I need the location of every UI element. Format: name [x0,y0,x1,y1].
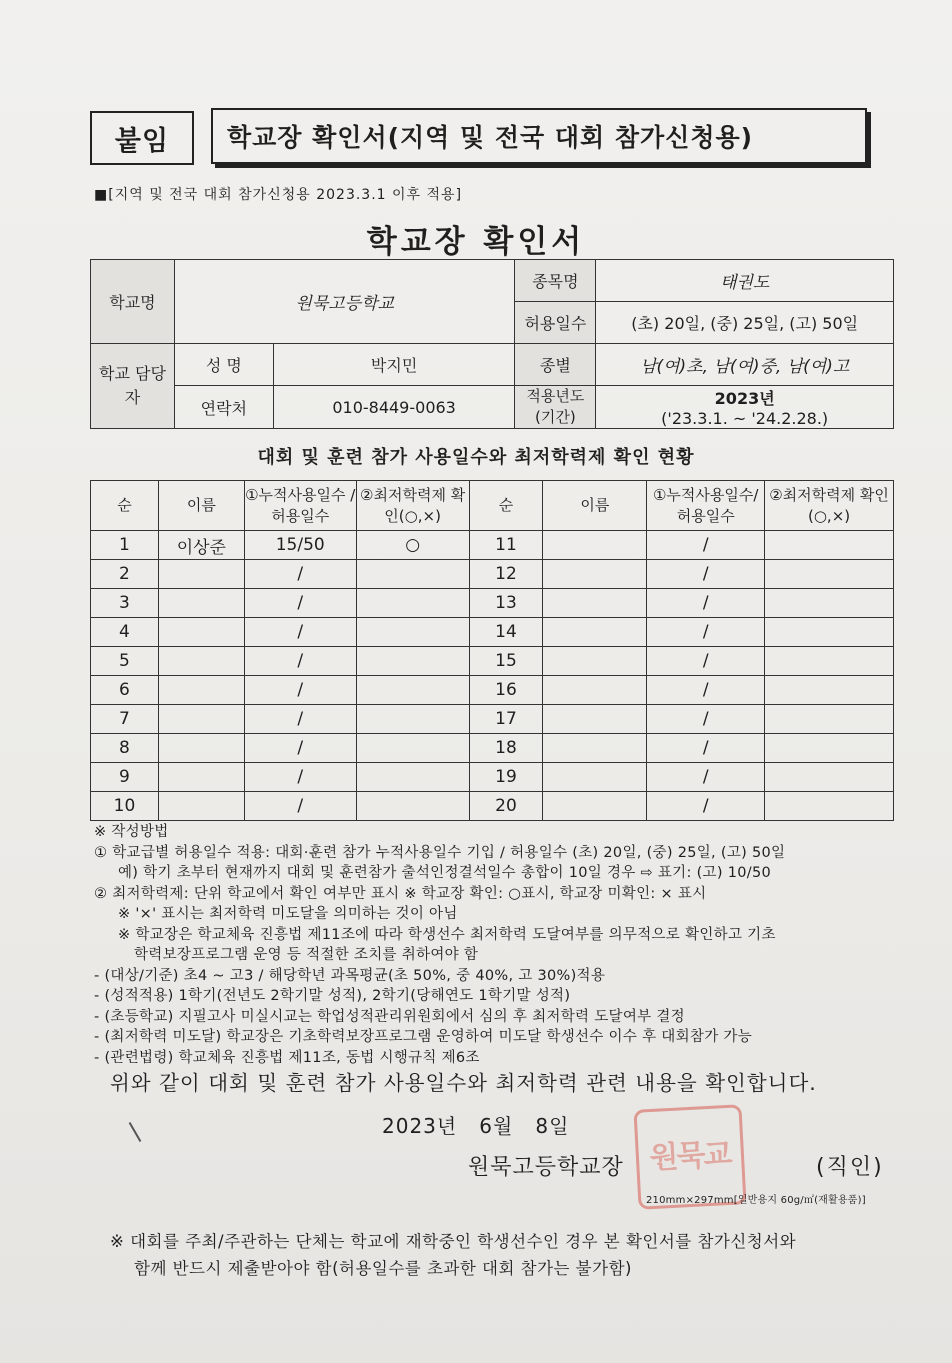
table-cell-n1: 3 [91,589,159,618]
header-check: ②최저학력제 확인(○,×) [356,481,469,531]
header-no-2: 순 [469,481,543,531]
main-title: 학교장 확인서 [366,224,586,260]
table-cell-days1: 15/50 [244,531,356,560]
contact-value: 010-8449-0063 [273,386,515,429]
table-cell-n2: 17 [469,705,543,734]
table-cell-check2 [765,618,894,647]
allowed-days-value: (초) 20일, (중) 25일, (고) 50일 [596,302,894,344]
contact-label: 연락처 [174,386,273,429]
table-row [91,647,894,676]
table-row [91,676,894,705]
category-label: 종별 [515,344,596,386]
table-cell-days1: / [244,589,356,618]
school-name-value: 원묵고등학교 [174,260,515,344]
table-row [91,734,894,763]
event-value: 태권도 [596,260,894,302]
table-cell-check1: ○ [356,531,469,560]
table-cell-n2: 15 [469,647,543,676]
allowed-days-label: 허용일수 [515,302,596,344]
table-cell-n2: 16 [469,676,543,705]
table-cell-check1 [356,705,469,734]
table-cell-check2 [765,792,894,821]
table-cell-check1 [356,647,469,676]
instruction-line: - (초등학교) 지필고사 미실시교는 학업성적관리위원회에서 심의 후 최저학력 도달여부 결정 [94,1008,685,1025]
table-cell-n1: 6 [91,676,159,705]
roster-table [90,480,894,821]
table-cell-days1: / [244,792,356,821]
table-cell-days1: / [244,734,356,763]
table-cell-name2 [543,676,647,705]
instruction-line: ※ 학교장은 학교체육 진흥법 제11조에 따라 학생선수 최저학력 도달여부를 의무적으로 확인하고 기초 [118,926,776,943]
footer-line: 함께 반드시 제출받아야 함(허용일수를 초과한 대회 참가는 불가함) [134,1259,632,1278]
name-value: 박지민 [273,344,515,386]
table-cell-name1 [158,560,244,589]
table-cell-n1: 10 [91,792,159,821]
table-cell-days1: / [244,705,356,734]
table-cell-name2 [543,792,647,821]
table-cell-n2: 14 [469,618,543,647]
header-name-2: 이름 [543,481,647,531]
table-row [91,792,894,821]
table-cell-check2 [765,531,894,560]
table-cell-days1: / [244,618,356,647]
header-days: ①누적사용일수 /허용일수 [244,481,356,531]
table-cell-name2 [543,734,647,763]
table-cell-n2: 12 [469,560,543,589]
table-cell-name1 [158,676,244,705]
table-cell-check1 [356,560,469,589]
table-cell-name2 [543,763,647,792]
manager-label: 학교 담당자 [91,344,175,429]
table-cell-days2: / [647,647,765,676]
table-cell-check1 [356,676,469,705]
table-cell-name1 [158,763,244,792]
table-cell-check2 [765,763,894,792]
table-cell-days2: / [647,734,765,763]
name-label: 성 명 [174,344,273,386]
table-row [91,589,894,618]
principal-name: 원묵고등학교장 [468,1155,624,1180]
instruction-line: ① 학교급별 허용일수 적용: 대회·훈련 참가 누적사용일수 기입 / 허용일수 (초) 20일, (중) 25일, (고) 50일 [94,844,786,861]
paper-spec-note: 210mm×297mm[일반용지 60g/㎡(재활용품)] [646,1195,866,1206]
section-title: 대회 및 훈련 참가 사용일수와 최저학력제 확인 현황 [257,447,695,468]
table-cell-name1 [158,705,244,734]
year-cell [596,386,894,429]
instruction-line: ※ '×' 표시는 최저학력 미도달을 의미하는 것이 아님 [118,906,458,922]
table-row [91,531,894,560]
table-cell-name1 [158,792,244,821]
instruction-line: ② 최저학력제: 단위 학교에서 확인 여부만 표시 ※ 학교장 확인: ○표시, 학교장 미확인: × 표시 [94,885,707,902]
attachment-badge: 붙임 [90,111,194,165]
table-cell-days2: / [647,618,765,647]
table-cell-days2: / [647,705,765,734]
table-cell-check2 [765,705,894,734]
table-cell-check2 [765,676,894,705]
table-cell-days2: / [647,560,765,589]
table-cell-days1: / [244,676,356,705]
table-cell-days2: / [647,589,765,618]
table-cell-n1: 4 [91,618,159,647]
table-row [91,763,894,792]
table-cell-days1: / [244,763,356,792]
table-row [91,560,894,589]
instructions-heading: ※ 작성방법 [94,824,169,840]
table-row [91,705,894,734]
table-cell-n1: 8 [91,734,159,763]
seal-label: (직인) [816,1155,884,1180]
table-cell-name2 [543,618,647,647]
table-cell-name2 [543,560,647,589]
table-cell-n2: 18 [469,734,543,763]
table-row [91,618,894,647]
table-cell-n2: 13 [469,589,543,618]
footer-line: ※ 대회를 주최/주관하는 단체는 학교에 재학중인 학생선수인 경우 본 확인서를 참가신청서와 [110,1232,797,1251]
table-cell-days2: / [647,676,765,705]
header-name: 이름 [158,481,244,531]
table-cell-days1: / [244,560,356,589]
event-label: 종목명 [515,260,596,302]
table-cell-name2 [543,705,647,734]
table-cell-name1 [158,647,244,676]
table-cell-check1 [356,792,469,821]
instruction-line: - (최저학력 미도달) 학교장은 기초학력보장프로그램 운영하여 미도달 학생선수 이수 후 대회참가 가능 [94,1029,753,1045]
table-cell-check1 [356,618,469,647]
year-value: 2023년 [714,389,775,408]
table-cell-name1 [158,618,244,647]
table-cell-check2 [765,560,894,589]
table-cell-n2: 19 [469,763,543,792]
pen-mark [129,1122,142,1142]
instructions [94,822,894,1068]
instruction-line: - (대상/기준) 초4 ~ 고3 / 해당학년 과목평균(초 50%, 중 40%, 고 30%)적용 [94,967,606,984]
table-cell-check2 [765,647,894,676]
table-cell-check2 [765,589,894,618]
table-cell-n2: 11 [469,531,543,560]
table-cell-days2: / [647,763,765,792]
table-cell-n1: 7 [91,705,159,734]
table-cell-n1: 5 [91,647,159,676]
school-info-table [90,259,894,429]
table-cell-name1: 이상준 [158,531,244,560]
table-cell-name2 [543,589,647,618]
school-name-label: 학교명 [91,260,175,344]
table-cell-name1 [158,734,244,763]
table-cell-n2: 20 [469,792,543,821]
header-days-2: ①누적사용일수/ 허용일수 [647,481,765,531]
table-cell-check2 [765,734,894,763]
applicability-note: ■[지역 및 전국 대회 참가신청용 2023.3.1 이후 적용] [94,187,463,203]
confirmation-date: 2023년 6월 8일 [382,1114,570,1138]
table-cell-name1 [158,589,244,618]
seal-text: 원묵교 [648,1136,732,1177]
table-cell-name2 [543,647,647,676]
instruction-line: - (관련법령) 학교체육 진흥법 제11조, 동법 시행규칙 제6조 [94,1049,480,1066]
table-cell-check1 [356,734,469,763]
period-value: ('23.3.1. ~ '24.2.28.) [661,409,829,428]
header-no: 순 [91,481,159,531]
document-title-box: 학교장 확인서(지역 및 전국 대회 참가신청용) [211,108,867,164]
table-cell-days2: / [647,531,765,560]
table-cell-n1: 9 [91,763,159,792]
table-cell-days1: / [244,647,356,676]
category-value: 남(여)초, 남(여)중, 남(여)고 [596,344,894,386]
table-cell-n1: 2 [91,560,159,589]
year-label: 적용년도 (기간) [515,386,596,429]
footer-note [110,1228,890,1282]
table-cell-n1: 1 [91,531,159,560]
roster-body [91,531,894,821]
header-check-2: ②최저학력제 확인(○,×) [765,481,894,531]
table-cell-check1 [356,589,469,618]
instruction-line: - (성적적용) 1학기(전년도 2학기말 성적), 2학기(당해연도 1학기말 성적) [94,988,571,1004]
confirmation-statement: 위와 같이 대회 및 훈련 참가 사용일수와 최저학력 관련 내용을 확인합니다. [110,1071,817,1095]
table-cell-days2: / [647,792,765,821]
instruction-line: 예) 학기 초부터 현재까지 대회 및 훈련참가 출석인정결석일수 총합이 10일 경우 ⇨ 표기: (고) 10/50 [118,865,772,881]
table-cell-name2 [543,531,647,560]
instruction-line: 학력보장프로그램 운영 등 적절한 조치를 취하여야 함 [134,947,479,963]
roster-header-row [91,481,894,531]
table-cell-check1 [356,763,469,792]
